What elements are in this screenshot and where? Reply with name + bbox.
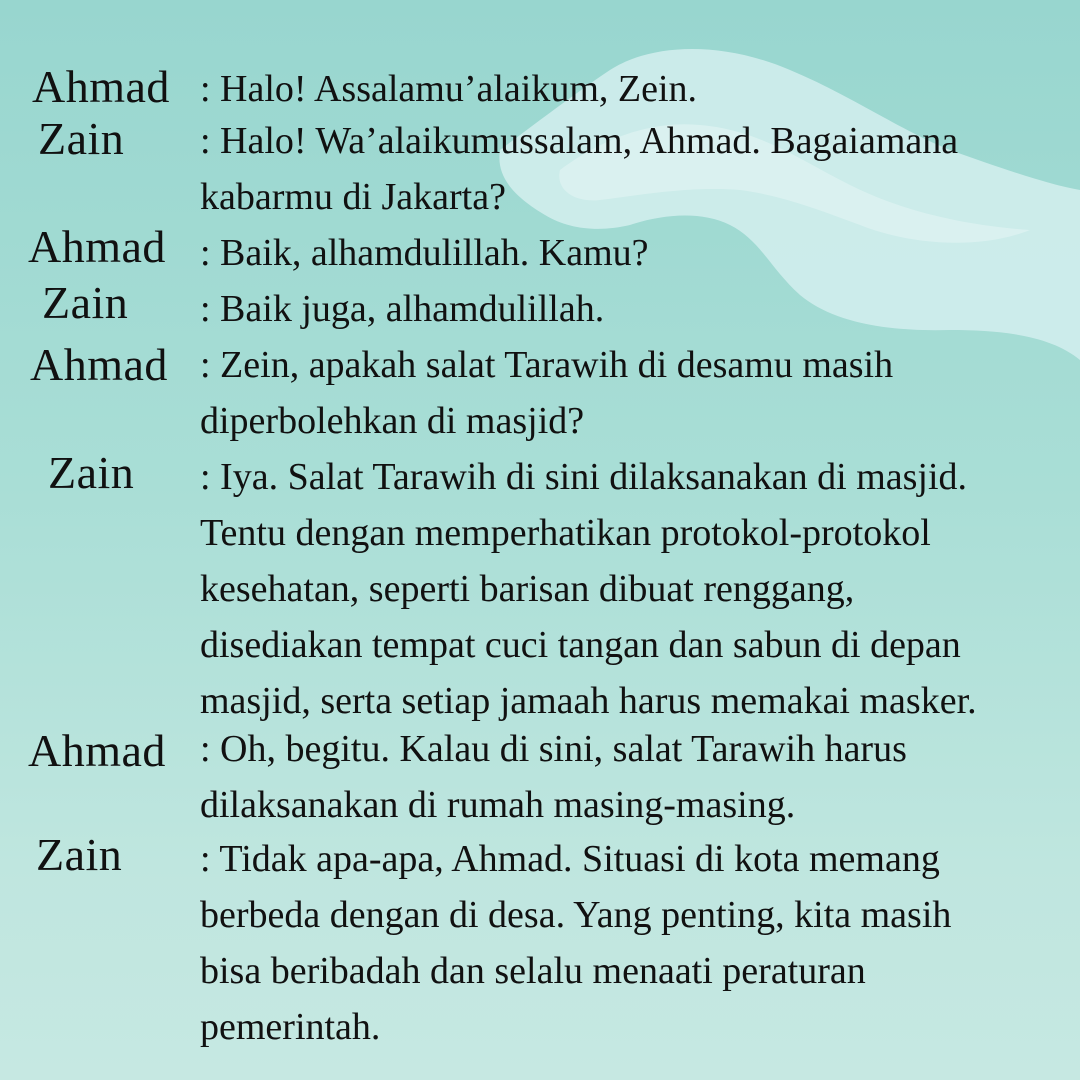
speaker-name: Ahmad	[28, 221, 166, 272]
speaker-name: Zain	[36, 829, 123, 880]
dialogue-line: : Iya. Salat Tarawih di sini dilaksanakan di masjid.	[200, 456, 968, 498]
dialogue-line: bisa beribadah dan selalu menaati peraturan	[200, 950, 866, 992]
speaker-name: Zain	[38, 113, 125, 164]
dialogue-line: : Zein, apakah salat Tarawih di desamu masih	[200, 344, 894, 386]
dialogue-line: diperbolehkan di masjid?	[200, 400, 585, 442]
dialogue-line: kesehatan, seperti barisan dibuat renggang,	[200, 568, 855, 610]
speaker-name: Ahmad	[28, 725, 166, 776]
dialogue-line: kabarmu di Jakarta?	[200, 176, 506, 218]
speaker-name: Zain	[42, 277, 129, 328]
dialogue-line: : Oh, begitu. Kalau di sini, salat Tarawih harus	[200, 728, 907, 770]
dialogue-line: disediakan tempat cuci tangan dan sabun di depan	[200, 624, 961, 666]
dialogue-line: : Baik juga, alhamdulillah.	[200, 288, 605, 330]
dialogue-line: : Tidak apa-apa, Ahmad. Situasi di kota memang	[200, 838, 940, 880]
dialogue-line: masjid, serta setiap jamaah harus memakai masker.	[200, 680, 977, 722]
dialogue-line: : Halo! Wa’alaikumussalam, Ahmad. Bagaiamana	[200, 120, 959, 162]
speaker-name: Ahmad	[32, 61, 170, 112]
dialogue-line: pemerintah.	[200, 1006, 381, 1048]
speaker-name: Zain	[48, 447, 135, 498]
dialogue-line: Tentu dengan memperhatikan protokol-protokol	[200, 512, 931, 554]
dialogue-line: berbeda dengan di desa. Yang penting, kita masih	[200, 894, 952, 936]
dialogue-line: : Baik, alhamdulillah. Kamu?	[200, 232, 649, 274]
speaker-name: Ahmad	[30, 339, 168, 390]
dialogue-line: dilaksanakan di rumah masing-masing.	[200, 784, 796, 826]
dialogue-line: : Halo! Assalamu’alaikum, Zein.	[200, 68, 698, 110]
